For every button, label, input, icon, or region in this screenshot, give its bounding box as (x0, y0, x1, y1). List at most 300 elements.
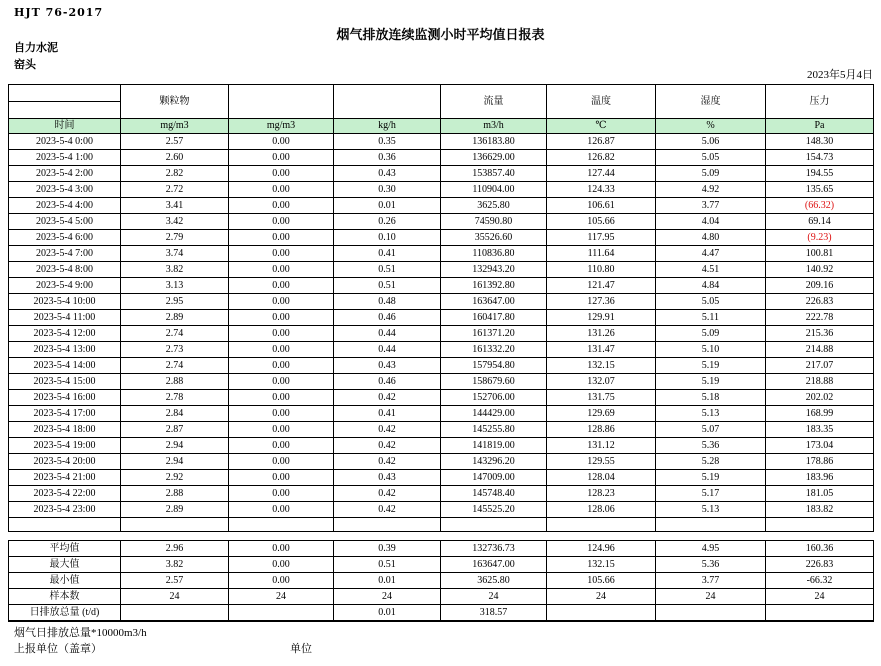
value-cell: 0.00 (229, 166, 334, 182)
value-cell: 5.06 (656, 134, 766, 150)
value-cell: 2.88 (121, 374, 229, 390)
value-cell: 4.47 (656, 246, 766, 262)
summary-value-cell: 2.57 (121, 573, 229, 589)
value-cell: 0.48 (334, 294, 441, 310)
value-cell: 3625.80 (441, 198, 547, 214)
value-cell: 110904.00 (441, 182, 547, 198)
value-cell: 163647.00 (441, 294, 547, 310)
summary-value-cell: 24 (656, 589, 766, 605)
value-cell: 0.42 (334, 454, 441, 470)
value-cell: 2.94 (121, 438, 229, 454)
table-row (9, 150, 874, 166)
summary-value-cell: 226.83 (766, 557, 874, 573)
standard-code: HJT 76-2017 (14, 6, 104, 19)
value-cell: 131.26 (547, 326, 656, 342)
value-cell: 173.04 (766, 438, 874, 454)
empty-cell (656, 518, 766, 532)
value-cell: 178.86 (766, 454, 874, 470)
value-cell: 0.51 (334, 262, 441, 278)
monitor-point-name: 窑头 (14, 59, 36, 71)
value-cell: 161371.20 (441, 326, 547, 342)
unit-header-mgm3-1: mg/m3 (121, 119, 229, 134)
value-cell: 0.00 (229, 438, 334, 454)
time-cell: 2023-5-4 17:00 (9, 406, 121, 422)
table-row (9, 310, 874, 326)
value-cell: 0.00 (229, 182, 334, 198)
empty-row (9, 518, 874, 532)
value-cell: 161392.80 (441, 278, 547, 294)
value-cell: 5.09 (656, 326, 766, 342)
value-cell: 144429.00 (441, 406, 547, 422)
summary-value-cell: 124.96 (547, 541, 656, 557)
unit-header-m3h: m3/h (441, 119, 547, 134)
value-cell: 135.65 (766, 182, 874, 198)
summary-value-cell (229, 605, 334, 622)
hourly-data-rows (9, 134, 874, 518)
time-cell: 2023-5-4 9:00 (9, 278, 121, 294)
value-cell: 5.10 (656, 342, 766, 358)
report-table (8, 84, 874, 622)
value-cell: 0.42 (334, 390, 441, 406)
value-cell: 181.05 (766, 486, 874, 502)
time-cell: 2023-5-4 10:00 (9, 294, 121, 310)
time-cell: 2023-5-4 13:00 (9, 342, 121, 358)
table-row (9, 438, 874, 454)
summary-value-cell: 318.57 (441, 605, 547, 622)
value-cell: 5.09 (656, 166, 766, 182)
value-cell: 140.92 (766, 262, 874, 278)
value-cell: 5.19 (656, 358, 766, 374)
table-row (9, 470, 874, 486)
time-cell: 2023-5-4 2:00 (9, 166, 121, 182)
value-cell: 0.44 (334, 342, 441, 358)
value-cell: 110836.80 (441, 246, 547, 262)
summary-value-cell: 105.66 (547, 573, 656, 589)
value-cell: 5.05 (656, 294, 766, 310)
value-cell: 0.00 (229, 470, 334, 486)
value-cell: 0.00 (229, 230, 334, 246)
value-cell: 2.94 (121, 454, 229, 470)
value-cell: 0.00 (229, 246, 334, 262)
value-cell: 124.33 (547, 182, 656, 198)
summary-label-cell: 日排放总量 (t/d) (9, 605, 121, 622)
value-cell: 2.74 (121, 358, 229, 374)
value-cell: 3.41 (121, 198, 229, 214)
summary-value-cell: 3.77 (656, 573, 766, 589)
value-cell: 143296.20 (441, 454, 547, 470)
col-header-particulate: 颗粒物 (121, 85, 229, 119)
summary-value-cell (656, 605, 766, 622)
summary-value-cell: 2.96 (121, 541, 229, 557)
value-cell: 0.41 (334, 406, 441, 422)
col-header-flow: 流量 (441, 85, 547, 119)
summary-label-cell: 平均值 (9, 541, 121, 557)
value-cell: 5.07 (656, 422, 766, 438)
value-cell: 215.36 (766, 326, 874, 342)
flow-total-note: 烟气日排放总量*10000m3/h (14, 627, 147, 639)
unit-header-pa: Pa (766, 119, 874, 134)
value-cell: 158679.60 (441, 374, 547, 390)
unit-header-mgm3-2: mg/m3 (229, 119, 334, 134)
value-cell: 2.92 (121, 470, 229, 486)
value-cell: 5.19 (656, 470, 766, 486)
table-row (9, 326, 874, 342)
value-cell: 3.74 (121, 246, 229, 262)
value-cell: 0.30 (334, 182, 441, 198)
value-cell: 0.00 (229, 294, 334, 310)
table-row (9, 390, 874, 406)
time-cell: 2023-5-4 21:00 (9, 470, 121, 486)
summary-value-cell: 0.39 (334, 541, 441, 557)
summary-value-cell: 132736.73 (441, 541, 547, 557)
value-cell: 0.41 (334, 246, 441, 262)
unit-header-kgh: kg/h (334, 119, 441, 134)
col-header-pressure: 压力 (766, 85, 874, 119)
value-cell: 0.43 (334, 358, 441, 374)
value-cell: 4.04 (656, 214, 766, 230)
summary-row (9, 557, 874, 573)
empty-cell (547, 518, 656, 532)
table-row (9, 502, 874, 518)
time-cell: 2023-5-4 0:00 (9, 134, 121, 150)
value-cell: 129.55 (547, 454, 656, 470)
value-cell: 106.61 (547, 198, 656, 214)
value-cell: 168.99 (766, 406, 874, 422)
summary-value-cell: 24 (334, 589, 441, 605)
value-cell: 145525.20 (441, 502, 547, 518)
value-cell: 0.00 (229, 486, 334, 502)
value-cell: 0.00 (229, 358, 334, 374)
value-cell: 0.00 (229, 134, 334, 150)
summary-value-cell: -66.32 (766, 573, 874, 589)
value-cell: 136183.80 (441, 134, 547, 150)
empty-cell (441, 518, 547, 532)
value-cell: 0.26 (334, 214, 441, 230)
table-row (9, 182, 874, 198)
value-cell: 2.73 (121, 342, 229, 358)
value-cell: 145255.80 (441, 422, 547, 438)
value-cell: 2.89 (121, 310, 229, 326)
value-cell: 3.82 (121, 262, 229, 278)
value-cell: 2.87 (121, 422, 229, 438)
empty-cell (9, 518, 121, 532)
table-row (9, 214, 874, 230)
table-header (9, 85, 874, 134)
value-cell: 152706.00 (441, 390, 547, 406)
value-cell: 5.13 (656, 502, 766, 518)
table-row (9, 134, 874, 150)
value-cell: 0.00 (229, 262, 334, 278)
value-cell: 131.12 (547, 438, 656, 454)
unit-header-percent: % (656, 119, 766, 134)
value-cell: 3.42 (121, 214, 229, 230)
value-cell: 157954.80 (441, 358, 547, 374)
value-cell: 132.07 (547, 374, 656, 390)
value-cell: 74590.80 (441, 214, 547, 230)
summary-value-cell: 3625.80 (441, 573, 547, 589)
value-cell: 117.95 (547, 230, 656, 246)
value-cell: 132.15 (547, 358, 656, 374)
value-cell: 69.14 (766, 214, 874, 230)
value-cell: 183.96 (766, 470, 874, 486)
value-cell: 0.00 (229, 326, 334, 342)
time-cell: 2023-5-4 14:00 (9, 358, 121, 374)
value-cell: 5.13 (656, 406, 766, 422)
report-date: 2023年5月4日 (807, 69, 873, 81)
summary-row (9, 573, 874, 589)
time-cell: 2023-5-4 6:00 (9, 230, 121, 246)
time-cell: 2023-5-4 18:00 (9, 422, 121, 438)
company-name: 自力水泥 (14, 42, 58, 54)
value-cell: 2.82 (121, 166, 229, 182)
value-cell: 0.42 (334, 438, 441, 454)
table-row (9, 166, 874, 182)
value-cell: 0.00 (229, 342, 334, 358)
value-cell: 0.36 (334, 150, 441, 166)
summary-value-cell: 24 (229, 589, 334, 605)
summary-row (9, 589, 874, 605)
value-cell: 131.47 (547, 342, 656, 358)
value-cell: 0.00 (229, 214, 334, 230)
value-cell: 121.47 (547, 278, 656, 294)
value-cell: 0.43 (334, 166, 441, 182)
value-cell: 128.06 (547, 502, 656, 518)
table-row (9, 422, 874, 438)
value-cell: 0.42 (334, 422, 441, 438)
value-cell: 128.04 (547, 470, 656, 486)
table-row (9, 294, 874, 310)
value-cell: 105.66 (547, 214, 656, 230)
time-cell: 2023-5-4 23:00 (9, 502, 121, 518)
time-cell: 2023-5-4 8:00 (9, 262, 121, 278)
value-cell: 132943.20 (441, 262, 547, 278)
value-cell: 128.23 (547, 486, 656, 502)
value-cell: 2.88 (121, 486, 229, 502)
empty-cell (121, 518, 229, 532)
table-row (9, 342, 874, 358)
value-cell: 154.73 (766, 150, 874, 166)
value-cell: 128.86 (547, 422, 656, 438)
value-cell: 2.95 (121, 294, 229, 310)
summary-label-cell: 最大值 (9, 557, 121, 573)
value-cell: 2.60 (121, 150, 229, 166)
col-header-temperature: 温度 (547, 85, 656, 119)
value-cell: 2.78 (121, 390, 229, 406)
value-cell: (9.23) (766, 230, 874, 246)
summary-row (9, 541, 874, 557)
value-cell: 2.89 (121, 502, 229, 518)
value-cell: 0.46 (334, 374, 441, 390)
value-cell: 110.80 (547, 262, 656, 278)
col-header-blank-2 (334, 85, 441, 119)
summary-value-cell: 24 (547, 589, 656, 605)
summary-value-cell (766, 605, 874, 622)
value-cell: 126.87 (547, 134, 656, 150)
value-cell: 141819.00 (441, 438, 547, 454)
value-cell: 226.83 (766, 294, 874, 310)
empty-cell (766, 518, 874, 532)
value-cell: 160417.80 (441, 310, 547, 326)
value-cell: 2.74 (121, 326, 229, 342)
value-cell: 4.92 (656, 182, 766, 198)
summary-value-cell (121, 605, 229, 622)
summary-value-cell: 0.51 (334, 557, 441, 573)
value-cell: 0.51 (334, 278, 441, 294)
value-cell: 0.00 (229, 454, 334, 470)
table-row (9, 246, 874, 262)
value-cell: 2.84 (121, 406, 229, 422)
table-row (9, 406, 874, 422)
summary-value-cell: 132.15 (547, 557, 656, 573)
table-row (9, 198, 874, 214)
value-cell: 222.78 (766, 310, 874, 326)
value-cell: 5.36 (656, 438, 766, 454)
summary-row (9, 605, 874, 622)
summary-label-cell: 样本数 (9, 589, 121, 605)
time-cell: 2023-5-4 3:00 (9, 182, 121, 198)
value-cell: 217.07 (766, 358, 874, 374)
value-cell: 148.30 (766, 134, 874, 150)
value-cell: 0.00 (229, 422, 334, 438)
time-header-split-cell (9, 85, 121, 119)
value-cell: 4.84 (656, 278, 766, 294)
summary-value-cell: 163647.00 (441, 557, 547, 573)
footer-row (14, 640, 874, 656)
time-cell: 2023-5-4 1:00 (9, 150, 121, 166)
value-cell: 126.82 (547, 150, 656, 166)
time-cell: 2023-5-4 4:00 (9, 198, 121, 214)
value-cell: 0.00 (229, 150, 334, 166)
gap-row (9, 532, 874, 541)
time-cell: 2023-5-4 12:00 (9, 326, 121, 342)
summary-value-cell: 3.82 (121, 557, 229, 573)
value-cell: 5.17 (656, 486, 766, 502)
value-cell: 129.91 (547, 310, 656, 326)
table-row (9, 262, 874, 278)
time-cell: 2023-5-4 15:00 (9, 374, 121, 390)
value-cell: 0.00 (229, 198, 334, 214)
summary-value-cell: 0.00 (229, 573, 334, 589)
value-cell: 153857.40 (441, 166, 547, 182)
table-row (9, 358, 874, 374)
value-cell: 136629.00 (441, 150, 547, 166)
split-bottom-cell (9, 102, 120, 118)
value-cell: 2.72 (121, 182, 229, 198)
time-cell: 2023-5-4 5:00 (9, 214, 121, 230)
summary-value-cell: 4.95 (656, 541, 766, 557)
value-cell: 127.44 (547, 166, 656, 182)
summary-value-cell: 24 (766, 589, 874, 605)
value-cell: 147009.00 (441, 470, 547, 486)
value-cell: 5.28 (656, 454, 766, 470)
value-cell: 161332.20 (441, 342, 547, 358)
empty-cell (334, 518, 441, 532)
value-cell: 214.88 (766, 342, 874, 358)
unit-header-celsius: ℃ (547, 119, 656, 134)
value-cell: 0.00 (229, 502, 334, 518)
value-cell: 0.01 (334, 198, 441, 214)
value-cell: 2.57 (121, 134, 229, 150)
reporting-org-label: 上报单位（盖章） (14, 643, 102, 655)
report-title: 烟气排放连续监测小时平均值日报表 (336, 27, 545, 42)
value-cell: 218.88 (766, 374, 874, 390)
spacer-rows (9, 518, 874, 541)
summary-value-cell: 0.01 (334, 573, 441, 589)
value-cell: 5.18 (656, 390, 766, 406)
summary-value-cell (547, 605, 656, 622)
value-cell: 0.35 (334, 134, 441, 150)
value-cell: 3.77 (656, 198, 766, 214)
table-row (9, 454, 874, 470)
value-cell: 0.42 (334, 502, 441, 518)
value-cell: 202.02 (766, 390, 874, 406)
summary-value-cell: 0.00 (229, 557, 334, 573)
group-header-row (9, 85, 874, 119)
value-cell: 100.81 (766, 246, 874, 262)
value-cell: 3.13 (121, 278, 229, 294)
value-cell: 194.55 (766, 166, 874, 182)
value-cell: 0.00 (229, 374, 334, 390)
value-cell: 183.35 (766, 422, 874, 438)
value-cell: 111.64 (547, 246, 656, 262)
summary-value-cell: 0.01 (334, 605, 441, 622)
value-cell: (66.32) (766, 198, 874, 214)
value-cell: 0.44 (334, 326, 441, 342)
summary-value-cell: 0.00 (229, 541, 334, 557)
col-header-blank-1 (229, 85, 334, 119)
value-cell: 4.51 (656, 262, 766, 278)
value-cell: 5.11 (656, 310, 766, 326)
value-cell: 0.00 (229, 278, 334, 294)
time-cell: 2023-5-4 19:00 (9, 438, 121, 454)
unit-header-time: 时间 (9, 119, 121, 134)
value-cell: 127.36 (547, 294, 656, 310)
value-cell: 183.82 (766, 502, 874, 518)
summary-value-cell: 160.36 (766, 541, 874, 557)
summary-value-cell: 24 (441, 589, 547, 605)
value-cell: 2.79 (121, 230, 229, 246)
time-cell: 2023-5-4 7:00 (9, 246, 121, 262)
time-cell: 2023-5-4 22:00 (9, 486, 121, 502)
value-cell: 0.00 (229, 390, 334, 406)
value-cell: 35526.60 (441, 230, 547, 246)
summary-value-cell: 5.36 (656, 557, 766, 573)
value-cell: 5.19 (656, 374, 766, 390)
table-row (9, 374, 874, 390)
value-cell: 0.10 (334, 230, 441, 246)
table-row (9, 486, 874, 502)
value-cell: 5.05 (656, 150, 766, 166)
time-cell: 2023-5-4 16:00 (9, 390, 121, 406)
time-cell: 2023-5-4 11:00 (9, 310, 121, 326)
table-row (9, 230, 874, 246)
table-row (9, 278, 874, 294)
value-cell: 0.42 (334, 486, 441, 502)
value-cell: 209.16 (766, 278, 874, 294)
time-cell: 2023-5-4 20:00 (9, 454, 121, 470)
units-header-row (9, 119, 874, 134)
empty-cell (229, 518, 334, 532)
gap-cell (9, 532, 874, 541)
value-cell: 0.43 (334, 470, 441, 486)
value-cell: 131.75 (547, 390, 656, 406)
value-cell: 0.46 (334, 310, 441, 326)
value-cell: 0.00 (229, 310, 334, 326)
summary-value-cell: 24 (121, 589, 229, 605)
summary-label-cell: 最小值 (9, 573, 121, 589)
value-cell: 129.69 (547, 406, 656, 422)
value-cell: 145748.40 (441, 486, 547, 502)
